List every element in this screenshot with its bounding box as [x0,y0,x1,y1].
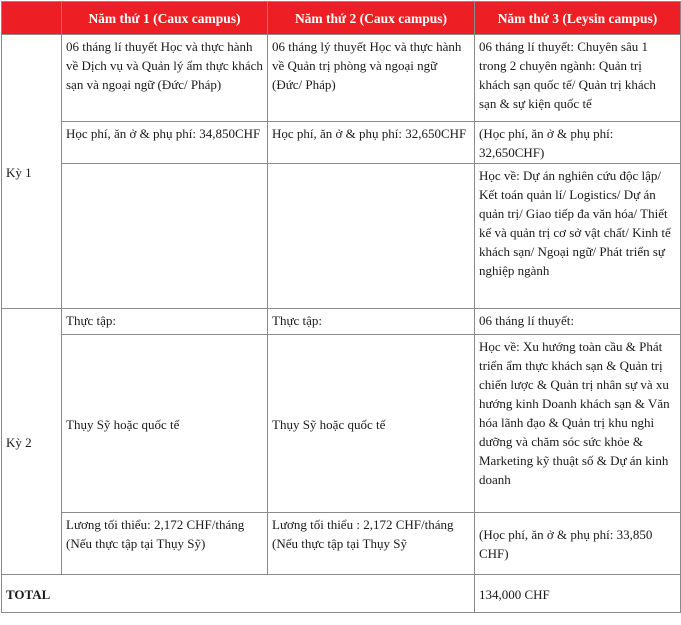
total-label: TOTAL [2,575,475,613]
term1-year3-fees: (Học phí, ăn ở & phụ phí: 32,650CHF) [475,122,681,164]
term2-row-salary [2,513,681,575]
term1-year3-theory: 06 tháng lí thuyết: Chuyên sâu 1 trong 2 chuyên ngành: Quản trị khách sạn quốc tế/ Quản trị khách sạn & sự kiện quốc tế [475,35,681,122]
header-year-3: Năm thứ 3 (Leysin campus) [475,2,681,35]
term2-year1-salary: Lương tối thiểu: 2,172 CHF/tháng (Nếu thực tập tại Thụy Sỹ) [62,513,268,575]
term2-year2-salary: Lương tối thiểu : 2,172 CHF/tháng (Nếu thực tập tại Thụy Sỹ [268,513,475,575]
term1-row-theory [2,35,681,122]
term2-year1-intro: Thực tập: [62,309,268,335]
term1-year1-subjects [62,164,268,309]
term1-label: Kỳ 1 [2,35,62,309]
total-row [2,575,681,613]
term2-row-detail [2,335,681,513]
term1-year2-theory: 06 tháng lý thuyết Học và thực hành về Quản trị phòng và ngoại ngữ (Đức/ Pháp) [268,35,475,122]
term1-row-subjects [2,164,681,309]
term1-year2-subjects [268,164,475,309]
term2-year3-fees: (Học phí, ăn ở & phụ phí: 33,850 CHF) [475,513,681,575]
header-row [2,2,681,35]
term2-label: Kỳ 2 [2,309,62,575]
term2-row-intro [2,309,681,335]
term1-year2-fees: Học phí, ăn ở & phụ phí: 32,650CHF [268,122,475,164]
program-cost-table [1,1,681,613]
header-year-1: Năm thứ 1 (Caux campus) [62,2,268,35]
term2-year3-subjects: Học về: Xu hướng toàn cầu & Phát triển ẩm thực khách sạn & Quản trị chiến lược & Quản trị nhân sự và xu hướng kinh Doanh khách sạn & Văn hóa lãnh đạo & Quản trị khu nghỉ dưỡng và chăm sóc sức khỏe & Marketing kỹ thuật số & Dự án kinh doanh [475,335,681,513]
term2-year1-location: Thụy Sỹ hoặc quốc tế [62,335,268,513]
term2-year2-intro: Thực tập: [268,309,475,335]
term1-year3-subjects: Học về: Dự án nghiên cứu độc lập/ Kết toán quản lí/ Logistics/ Dự án quản trị/ Giao tiếp đa văn hóa/ Thiết kế và quản trị cơ sở vật chất/ Kinh tế khách sạn/ Ngoại ngữ/ Phát triển sự nghiệp ngành [475,164,681,309]
term1-row-fees [2,122,681,164]
total-value: 134,000 CHF [475,575,681,613]
header-corner-cell [2,2,62,35]
term1-year1-theory: 06 tháng lí thuyết Học và thực hành về Dịch vụ và Quản lý ẩm thực khách sạn và ngoại ngữ (Đức/ Pháp) [62,35,268,122]
term2-year2-location: Thụy Sỹ hoặc quốc tế [268,335,475,513]
term2-year3-intro: 06 tháng lí thuyết: [475,309,681,335]
header-year-2: Năm thứ 2 (Caux campus) [268,2,475,35]
term1-year1-fees: Học phí, ăn ở & phụ phí: 34,850CHF [62,122,268,164]
